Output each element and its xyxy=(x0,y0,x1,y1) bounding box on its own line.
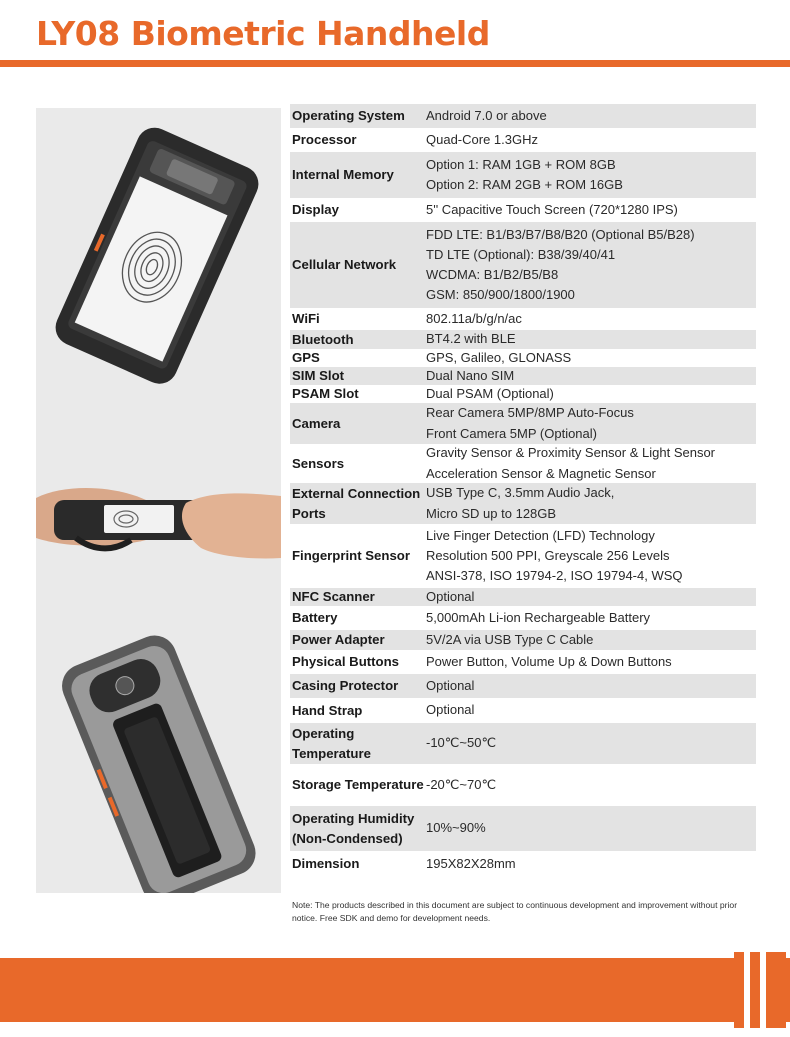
spec-value: 5,000mAh Li-ion Rechargeable Battery xyxy=(426,609,651,625)
device-back-photo xyxy=(55,629,262,893)
spec-label: GPS xyxy=(292,350,320,366)
spec-value: 5V/2A via USB Type C Cable xyxy=(426,631,594,647)
spec-label: Power Adapter xyxy=(292,632,385,648)
spec-label: Operating Temperature xyxy=(292,726,371,761)
spec-row xyxy=(290,588,756,606)
spec-values xyxy=(424,587,756,607)
spec-row xyxy=(290,222,756,308)
spec-values xyxy=(424,854,756,874)
spec-values xyxy=(424,483,756,523)
spec-value: FDD LTE: B1/B3/B7/B8/B20 (Optional B5/B28) xyxy=(426,226,695,242)
spec-row xyxy=(290,385,756,403)
page-title: LY08 Biometric Handheld xyxy=(36,14,490,53)
spec-label: Display xyxy=(292,202,339,218)
spec-value: Dual Nano SIM xyxy=(426,367,515,383)
spec-row xyxy=(290,198,756,222)
spec-row xyxy=(290,483,756,524)
spec-value: TD LTE (Optional): B38/39/40/41 xyxy=(426,246,616,262)
spec-value: Quad-Core 1.3GHz xyxy=(426,131,538,147)
spec-row xyxy=(290,630,756,650)
spec-value: Live Finger Detection (LFD) Technology xyxy=(426,527,655,543)
spec-values xyxy=(424,130,756,150)
spec-value: Rear Camera 5MP/8MP Auto-Focus xyxy=(426,405,634,421)
spec-label: Dimension xyxy=(292,856,360,872)
spec-value: Option 1: RAM 1GB + ROM 8GB xyxy=(426,156,616,172)
spec-values xyxy=(424,309,756,329)
footer-stripes-decoration xyxy=(734,952,786,1028)
spec-values xyxy=(424,200,756,220)
spec-value: -10℃~50℃ xyxy=(426,735,497,751)
spec-label: Operating Humidity (Non-Condensed) xyxy=(292,811,415,846)
spec-value: Optional xyxy=(426,588,475,604)
spec-values xyxy=(424,700,756,720)
spec-values xyxy=(424,443,756,483)
spec-values xyxy=(424,652,756,672)
spec-value: Power Button, Volume Up & Down Buttons xyxy=(426,653,672,669)
footer-bar xyxy=(0,958,790,1022)
spec-label: Cellular Network xyxy=(292,257,397,273)
spec-value: Gravity Sensor & Proximity Sensor & Light Sensor xyxy=(426,445,716,461)
spec-value: ANSI-378, ISO 19794-2, ISO 19794-4, WSQ xyxy=(426,568,683,584)
spec-value: -20℃~70℃ xyxy=(426,776,497,792)
spec-row xyxy=(290,444,756,483)
spec-values xyxy=(424,106,756,126)
spec-value: Acceleration Sensor & Magnetic Sensor xyxy=(426,465,656,481)
spec-label: Camera xyxy=(292,415,341,431)
spec-value: Micro SD up to 128GB xyxy=(426,505,557,521)
spec-row xyxy=(290,806,756,851)
spec-label: Fingerprint Sensor xyxy=(292,548,410,564)
spec-value: Optional xyxy=(426,677,475,693)
spec-label: Processor xyxy=(292,132,357,148)
spec-row xyxy=(290,128,756,152)
spec-label: Physical Buttons xyxy=(292,654,399,670)
spec-values xyxy=(424,329,756,349)
spec-values xyxy=(424,225,756,306)
spec-row xyxy=(290,851,756,877)
spec-values xyxy=(424,733,756,753)
spec-value: WCDMA: B1/B2/B5/B8 xyxy=(426,267,559,282)
spec-label: SIM Slot xyxy=(292,368,345,384)
spec-value: 10%~90% xyxy=(426,820,486,836)
spec-row xyxy=(290,349,756,367)
spec-row xyxy=(290,403,756,444)
spec-values xyxy=(424,630,756,650)
spec-row xyxy=(290,650,756,674)
product-photos xyxy=(36,108,281,893)
spec-value: 195X82X28mm xyxy=(426,855,516,871)
spec-label: External Connection Ports xyxy=(292,486,421,521)
spec-table xyxy=(290,104,756,877)
spec-value: 802.11a/b/g/n/ac xyxy=(426,310,522,326)
spec-label: Battery xyxy=(292,610,338,626)
spec-row xyxy=(290,330,756,349)
spec-value: Resolution 500 PPI, Greyscale 256 Levels xyxy=(426,547,670,563)
spec-value: Dual PSAM (Optional) xyxy=(426,385,554,401)
spec-value: Android 7.0 or above xyxy=(426,107,547,123)
title-divider xyxy=(0,60,790,67)
spec-values xyxy=(424,608,756,628)
spec-values xyxy=(424,155,756,195)
device-in-hand-photo xyxy=(36,488,281,558)
spec-value: 5'' Capacitive Touch Screen (720*1280 IPS) xyxy=(426,201,678,217)
spec-row xyxy=(290,698,756,723)
spec-row xyxy=(290,367,756,385)
spec-value: USB Type C, 3.5mm Audio Jack, xyxy=(426,485,615,501)
spec-label: Internal Memory xyxy=(292,167,394,183)
spec-values xyxy=(424,384,756,404)
spec-value: GSM: 850/900/1800/1900 xyxy=(426,287,575,303)
spec-values xyxy=(424,818,756,838)
spec-label: Hand Strap xyxy=(292,702,363,718)
spec-row xyxy=(290,308,756,330)
spec-values xyxy=(424,526,756,586)
spec-values xyxy=(424,676,756,696)
spec-label: Bluetooth xyxy=(292,331,354,347)
spec-row xyxy=(290,152,756,198)
spec-label: NFC Scanner xyxy=(292,589,375,605)
spec-row xyxy=(290,674,756,698)
spec-row xyxy=(290,104,756,128)
spec-row xyxy=(290,606,756,630)
spec-values xyxy=(424,403,756,443)
spec-label: PSAM Slot xyxy=(292,386,359,402)
spec-label: Casing Protector xyxy=(292,678,399,694)
spec-row xyxy=(290,723,756,764)
spec-label: WiFi xyxy=(292,311,320,327)
spec-values xyxy=(424,775,756,795)
spec-label: Operating System xyxy=(292,108,405,124)
spec-label: Sensors xyxy=(292,455,345,471)
disclaimer-note: Note: The products described in this document are subject to continuous development and improvement without prior notice. Free SDK and demo for development needs. xyxy=(292,900,738,924)
spec-value: Option 2: RAM 2GB + ROM 16GB xyxy=(426,177,623,192)
spec-value: BT4.2 with BLE xyxy=(426,331,516,347)
spec-value: Front Camera 5MP (Optional) xyxy=(426,425,597,441)
spec-label: Storage Temperature xyxy=(292,777,424,793)
spec-value: GPS, Galileo, GLONASS xyxy=(426,349,572,365)
spec-row xyxy=(290,764,756,806)
spec-row xyxy=(290,524,756,588)
device-front-photo xyxy=(50,122,264,390)
spec-value: Optional xyxy=(426,702,475,718)
product-photo-panel xyxy=(36,108,281,893)
